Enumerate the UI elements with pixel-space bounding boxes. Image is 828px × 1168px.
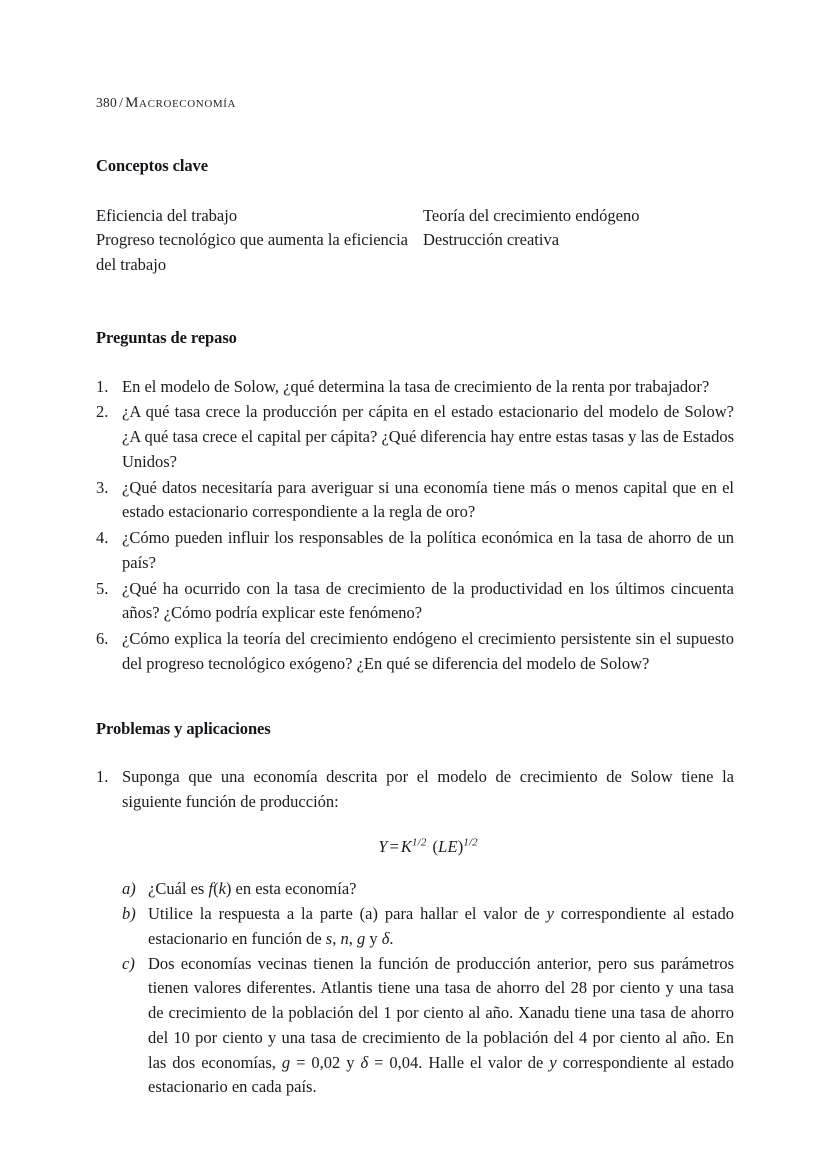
review-questions-list: [96, 375, 734, 677]
problem-subitem: [122, 952, 734, 1101]
equation-base-le: LE: [438, 836, 458, 856]
list-marker: 1.: [96, 376, 109, 396]
list-marker: 6.: [96, 629, 109, 648]
problem-item: [96, 765, 734, 1100]
running-head-book-title: Macroeconomía: [125, 95, 237, 111]
problem-subitem: [122, 902, 734, 952]
key-concept-item: Teoría del crecimiento endógeno: [423, 205, 640, 225]
list-item-text: ¿Cómo explica la teoría del crecimiento endógeno el crecimiento persistente sin el supuesto del progreso tecnológico exógeno? ¿En qué se diferencia del modelo de Solow?: [122, 629, 734, 673]
review-question-item: [96, 577, 734, 627]
review-question-item: [96, 526, 734, 576]
subitem-text: ¿Cuál es f(k) en esta economía?: [148, 879, 357, 899]
review-question-item: [96, 400, 734, 474]
page-folio: 380: [96, 95, 118, 110]
key-concept-item: Eficiencia del trabajo: [96, 205, 238, 225]
problems-section: [96, 719, 734, 1101]
heading-conceptos-clave: Conceptos clave: [96, 156, 208, 175]
sublist-marker: b): [122, 904, 136, 924]
equation-open-paren: (: [432, 836, 439, 856]
list-item-text: ¿Qué datos necesitaría para averiguar si una economía tiene más o menos capital que en el estado estacionario correspondiente a la regla de oro?: [122, 477, 734, 522]
key-concept-item: Destrucción creativa: [423, 230, 560, 250]
equation-lhs: Y: [378, 836, 388, 856]
heading-preguntas-de-repaso: Preguntas de repaso: [96, 327, 237, 347]
running-head: [96, 94, 734, 112]
list-marker: 4.: [96, 528, 109, 547]
review-question-item: [96, 627, 734, 677]
list-item-text: ¿Qué ha ocurrido con la tasa de crecimiento de la productividad en los últimos cincuenta años? ¿Cómo podría explicar este fenómeno?: [122, 578, 734, 623]
equation-close-paren: ): [457, 836, 464, 856]
list-item-text: En el modelo de Solow, ¿qué determina la tasa de crecimiento de la renta por trabajador?: [122, 376, 710, 396]
equation-equals: =: [388, 836, 400, 856]
key-concept-item: Progreso tecnológico que aumenta la eficiencia del trabajo: [96, 230, 408, 275]
equation-exponent-2: 1/2: [463, 836, 478, 849]
problem-intro-text: Suponga que una economía descrita por el modelo de crecimiento de Solow tiene la siguiente función de producción:: [122, 767, 734, 811]
list-item-text: ¿Cómo pueden influir los responsables de la política económica en la tasa de ahorro de un país?: [122, 528, 734, 572]
list-marker: 1.: [96, 767, 109, 787]
problem-subitem: [122, 877, 734, 902]
equation-base-k: K: [400, 836, 413, 856]
list-marker: 3.: [96, 477, 109, 497]
review-question-item: [96, 476, 734, 526]
problems-list: [96, 765, 734, 1100]
production-function-equation: [122, 835, 734, 860]
heading-problemas-y-aplicaciones: Problemas y aplicaciones: [96, 718, 271, 738]
problem-subitems-list: [122, 877, 734, 1100]
text-block: [96, 94, 734, 1100]
list-item-text: ¿A qué tasa crece la producción per cápita en el estado estacionario del modelo de Solow? ¿A qué tasa crece el capital per cápita? ¿Qué diferencia hay entre estas tasas y las de Estados Unidos?: [122, 402, 734, 471]
subitem-text: Dos economías vecinas tienen la función de producción anterior, pero sus parámetros tienen valores diferentes. Atlantis tiene una tasa de ahorro del 28 por ciento y una tasa de crecimiento de la población del 1 por ciento al año. Xanadu tiene una tasa de ahorro del 10 por ciento y una tasa de crecimiento de la población del 4 por ciento al año. En las dos economías, g = 0,02 y δ = 0,04. Halle el valor de y correspondiente al estado estacionario en cada país.: [148, 953, 735, 1097]
key-concepts-right-column: [423, 204, 734, 254]
equation-exponent-1: 1/2: [412, 836, 427, 849]
review-question-item: [96, 375, 734, 400]
key-concepts-left-column: [96, 204, 423, 278]
list-marker: 2.: [96, 402, 109, 422]
subitem-text: Utilice la respuesta a la parte (a) para hallar el valor de y correspondiente al estado estacionario en función de s, n, g y δ.: [148, 904, 734, 948]
sublist-marker: a): [122, 879, 136, 899]
list-marker: 5.: [96, 578, 109, 598]
sublist-marker: c): [122, 953, 135, 973]
key-concepts-columns: [96, 204, 734, 278]
running-head-separator: /: [119, 95, 124, 110]
